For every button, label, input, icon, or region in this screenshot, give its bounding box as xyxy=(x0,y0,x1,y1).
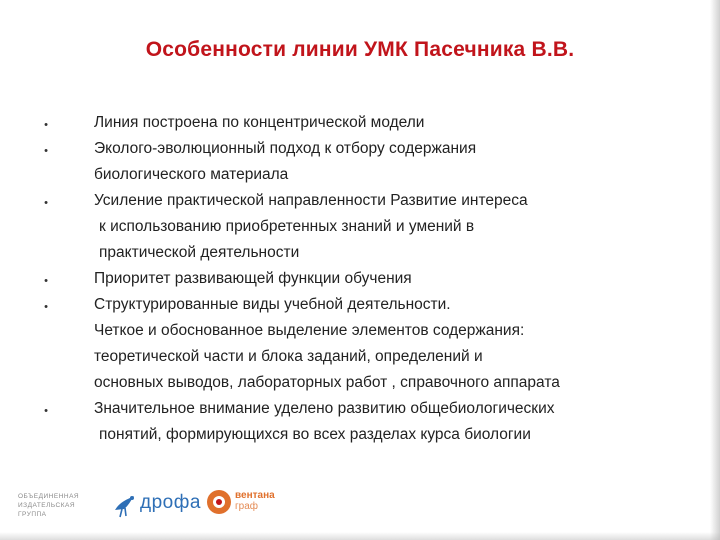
ventana-logo-text xyxy=(235,490,275,512)
list-line: Структурированные виды учебной деятельности. xyxy=(94,296,451,313)
slide-shadow-right xyxy=(710,0,720,540)
list-line: основных выводов, лабораторных работ , справочного аппарата xyxy=(94,374,560,391)
bullet-marker: • xyxy=(44,119,48,131)
bullet-marker: • xyxy=(44,301,48,313)
list-line: Линия построена по концентрической модели xyxy=(94,114,425,131)
slide-title: Особенности линии УМК Пасечника В.В. xyxy=(145,38,575,61)
list-line: Значительное внимание уделено развитию общебиологических xyxy=(94,400,555,417)
ventana-graf-logo xyxy=(205,488,275,520)
bullet-marker: • xyxy=(44,145,48,157)
publishing-group-logo xyxy=(18,492,98,519)
list-line: Эколого-эволюционный подход к отбору содержания xyxy=(94,140,477,157)
drofa-logo-text: дрофа xyxy=(140,492,201,513)
footer-logos xyxy=(0,480,720,540)
list-line: биологического материала xyxy=(94,166,289,183)
list-line: Усиление практической направленности Развитие интереса xyxy=(94,192,528,209)
list-line: практической деятельности xyxy=(99,244,300,261)
bullet-marker: • xyxy=(44,275,48,287)
drofa-logo xyxy=(112,490,201,520)
list-line: Четкое и обоснованное выделение элементов содержания: xyxy=(94,322,525,339)
bullet-marker: • xyxy=(44,405,48,417)
ventana-emblem-icon xyxy=(205,488,233,516)
ventana-logo-line: вентана xyxy=(235,490,275,501)
slide-shadow-bottom xyxy=(0,532,720,540)
ventana-logo-line: граф xyxy=(235,501,258,512)
list-line: Приоритет развивающей функции обучения xyxy=(94,270,412,287)
list-line: теоретической части и блока заданий, определений и xyxy=(94,348,483,365)
group-logo-line: ИЗДАТЕЛЬСКАЯ ГРУППА xyxy=(18,502,76,518)
list-line: понятий, формирующихся во всех разделах курса биологии xyxy=(99,426,531,443)
group-logo-line: ОБЪЕДИНЕННАЯ xyxy=(18,493,80,500)
bullet-marker: • xyxy=(44,197,48,209)
bird-icon xyxy=(112,490,142,520)
list-line: к использованию приобретенных знаний и умений в xyxy=(99,218,475,235)
